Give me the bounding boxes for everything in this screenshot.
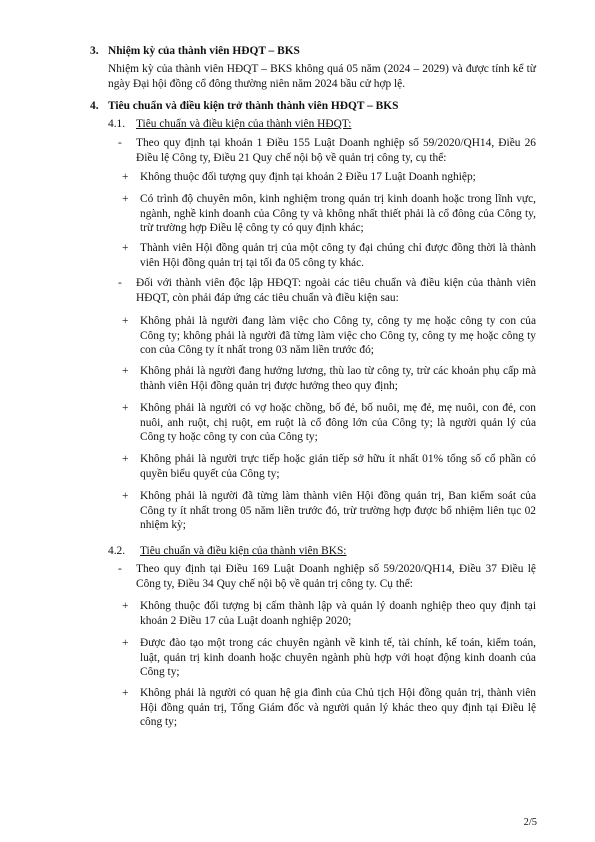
plus-marker: + xyxy=(122,687,129,699)
dash-marker: - xyxy=(118,137,122,149)
hdqt-criterion-3: Thành viên Hội đồng quản trị của một công ty đại chúng chỉ được đồng thời là thành viên Hội đồng quản trị tại tối đa 05 công ty khác. xyxy=(140,242,536,269)
hdqt-legal-basis: Theo quy định tại khoản 1 Điều 155 Luật Doanh nghiệp số 59/2020/QH14, Điều 26 Điều lệ Công ty, Điều 21 Quy chế nội bộ về quản trị công ty, cụ thể: xyxy=(136,137,536,164)
bks-criterion-3: Không phải là người có quan hệ gia đình của Chủ tịch Hội đồng quản trị, thành viên Hội đồng quản trị, Tổng Giám đốc và người quản lý khác theo quy định tại Điều lệ công ty; xyxy=(140,687,536,729)
hdqt-criterion-2: Có trình độ chuyên môn, kinh nghiệm trong quản trị kinh doanh hoặc trong lĩnh vực, ngành, nghề kinh doanh của Công ty và không nhất thiết phải là cổ đông của Công ty, trừ trường hợp Điều lệ công ty có quy định khác; xyxy=(140,193,536,235)
plus-marker: + xyxy=(122,402,129,414)
dash-marker: - xyxy=(118,277,122,289)
plus-marker: + xyxy=(122,637,129,649)
section-4-heading: Tiêu chuẩn và điều kiện trở thành thành viên HĐQT – BKS xyxy=(108,100,399,112)
independent-member-intro: Đối với thành viên độc lập HĐQT: ngoài các tiêu chuẩn và điều kiện của thành viên HĐQT, còn phải đáp ứng các tiêu chuẩn và điều kiện sau: xyxy=(136,277,536,304)
independent-criterion-3: Không phải là người có vợ hoặc chồng, bố đẻ, bố nuôi, mẹ đẻ, mẹ nuôi, con đẻ, con nuôi, anh ruột, chị ruột, em ruột là cổ đông lớn của Công ty; là người quản lý của Công ty hoặc công ty con của Công ty; xyxy=(140,402,536,444)
plus-marker: + xyxy=(122,171,129,183)
plus-marker: + xyxy=(122,193,129,205)
independent-criterion-1: Không phải là người đang làm việc cho Công ty, công ty mẹ hoặc công ty con của Công ty; không phải là người đã từng làm việc cho Công ty, công ty mẹ hoặc công ty con của Công ty ít nhất trong 03 năm liền trước đó; xyxy=(140,315,536,357)
bks-criterion-1: Không thuộc đối tượng bị cấm thành lập và quản lý doanh nghiệp theo quy định tại khoản 2 Điều 17 của Luật doanh nghiệp 2020; xyxy=(140,600,536,627)
section-3-text: Nhiệm kỳ của thành viên HĐQT – BKS không quá 05 năm (2024 – 2029) và được tính kể từ ngày Đại hội đồng cổ đông thường niên năm 2024 bầu cử hợp lệ. xyxy=(108,63,536,90)
independent-criterion-4: Không phải là người trực tiếp hoặc gián tiếp sở hữu ít nhất 01% tổng số cổ phần có quyền biểu quyết của Công ty; xyxy=(140,453,536,480)
section-3-number: 3. xyxy=(90,45,99,57)
plus-marker: + xyxy=(122,242,129,254)
section-4-number: 4. xyxy=(90,100,99,112)
bks-criterion-2: Được đào tạo một trong các chuyên ngành về kinh tế, tài chính, kế toán, kiểm toán, luật, quản trị kinh doanh hoặc chuyên ngành phù hợp với hoạt động kinh doanh của Công ty; xyxy=(140,637,536,679)
dash-marker: - xyxy=(118,563,122,575)
independent-criterion-5: Không phải là người đã từng làm thành viên Hội đồng quản trị, Ban kiểm soát của Công ty ít nhất trong 05 năm liền trước đó, trừ trường hợp được bổ nhiệm liên tục 02 nhiệm kỳ; xyxy=(140,490,536,532)
plus-marker: + xyxy=(122,600,129,612)
plus-marker: + xyxy=(122,365,129,377)
plus-marker: + xyxy=(122,453,129,465)
subsection-4-2-title: Tiêu chuẩn và điều kiện của thành viên BKS: xyxy=(140,545,347,557)
independent-criterion-2: Không phải là người đang hưởng lương, thù lao từ công ty, trừ các khoản phụ cấp mà thành viên Hội đồng quản trị được hưởng theo quy định; xyxy=(140,365,536,392)
plus-marker: + xyxy=(122,490,129,502)
bks-legal-basis: Theo quy định tại Điều 169 Luật Doanh nghiệp số 59/2020/QH14, Điều 37 Điều lệ Công ty, Điều 34 Quy chế nội bộ về quản trị công ty. Cụ thể: xyxy=(136,563,536,590)
page-number: 2/5 xyxy=(523,817,537,828)
hdqt-criterion-1: Không thuộc đối tượng quy định tại khoản 2 Điều 17 Luật Doanh nghiệp; xyxy=(140,171,476,183)
subsection-4-1-title: Tiêu chuẩn và điều kiện của thành viên HĐQT: xyxy=(136,118,352,130)
plus-marker: + xyxy=(122,315,129,327)
section-3-heading: Nhiệm kỳ của thành viên HĐQT – BKS xyxy=(108,45,300,57)
subsection-4-1-number: 4.1. xyxy=(108,118,126,130)
subsection-4-2-number: 4.2. xyxy=(108,545,126,557)
